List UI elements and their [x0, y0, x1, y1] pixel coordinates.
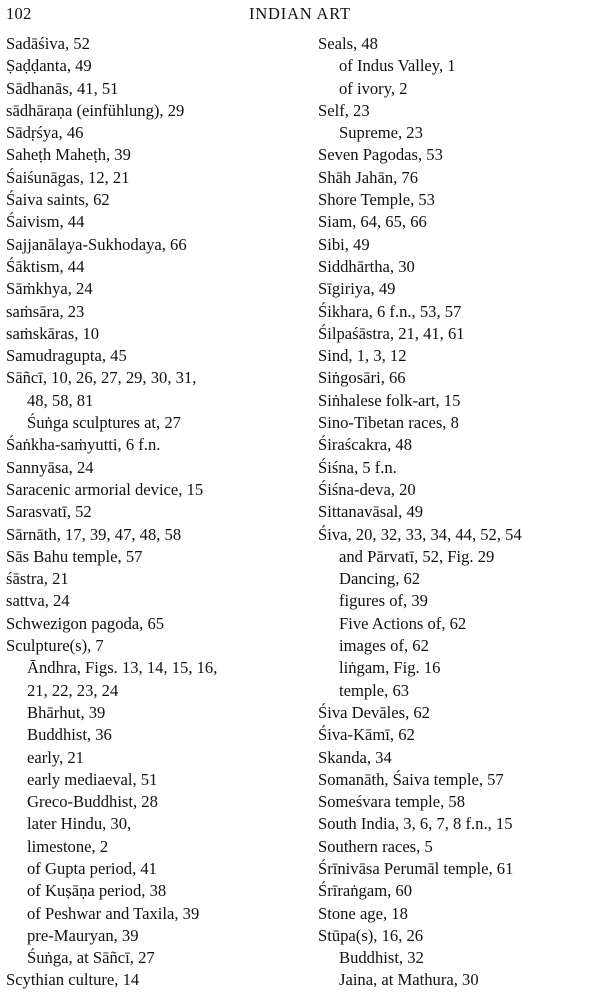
index-column-left — [6, 33, 306, 992]
index-subentry: Jaina, at Mathura, 30 — [339, 970, 479, 990]
index-subentry: 48, 58, 81 — [27, 390, 94, 410]
index-entry: Śiva, 20, 32, 33, 34, 44, 52, 54 — [318, 524, 522, 544]
index-subentry: Śuṅga, at Sāñcī, 27 — [27, 948, 155, 968]
index-entry: Śaiśunāgas, 12, 21 — [6, 167, 130, 187]
index-entry: Shāh Jahān, 76 — [318, 167, 419, 187]
index-subentry: images of, 62 — [339, 636, 429, 656]
index-subentry: early, 21 — [27, 747, 84, 767]
index-entry: Someśvara temple, 58 — [318, 792, 466, 812]
index-subentry: Buddhist, 32 — [339, 948, 424, 968]
index-subentry: Dancing, 62 — [339, 569, 421, 589]
index-entry: Sāṁkhya, 24 — [6, 279, 93, 299]
index-subentry: Āndhra, Figs. 13, 14, 15, 16, — [27, 658, 218, 678]
index-subentry: Śuṅga sculptures at, 27 — [27, 413, 181, 433]
index-column-right — [318, 33, 600, 992]
index-entry: Ṣaḍḍanta, 49 — [6, 56, 92, 76]
index-entry: Śaṅkha-saṁyutti, 6 f.n. — [6, 435, 161, 455]
index-entry: Sās Bahu temple, 57 — [6, 546, 143, 566]
index-entry: saṁsāra, 23 — [6, 301, 85, 321]
index-entry: Śaivism, 44 — [6, 212, 85, 232]
index-entry: Sibi, 49 — [318, 234, 370, 254]
index-subentry: early mediaeval, 51 — [27, 769, 158, 789]
index-subentry: of Peshwar and Taxila, 39 — [27, 903, 200, 923]
index-entry: Stūpa(s), 16, 26 — [318, 925, 424, 945]
index-subentry: later Hindu, 30, — [27, 814, 132, 834]
index-entry: Schwezigon pagoda, 65 — [6, 613, 165, 633]
index-entry: Samudragupta, 45 — [6, 346, 127, 366]
index-entry: Śiśna-deva, 20 — [318, 479, 416, 499]
index-entry: Śiraścakra, 48 — [318, 435, 412, 455]
running-header — [0, 2, 600, 26]
index-subentry: of Kuṣāṇa period, 38 — [27, 881, 167, 901]
index-entry: Seals, 48 — [318, 34, 378, 53]
index-entry: Sannyāsa, 24 — [6, 457, 94, 477]
index-entry: Sāñcī, 10, 26, 27, 29, 30, 31, — [6, 368, 197, 388]
index-entry: Śiva-Kāmī, 62 — [318, 725, 415, 745]
index-entry: Siṅhalese folk-art, 15 — [318, 390, 461, 410]
index-entry: Śiśna, 5 f.n. — [318, 457, 397, 477]
index-subentry: and Pārvatī, 52, Fig. 29 — [339, 546, 495, 566]
index-entry: Siṅgosāri, 66 — [318, 368, 406, 388]
index-entry: Somanāth, Śaiva temple, 57 — [318, 769, 504, 789]
index-entry: Seven Pagodas, 53 — [318, 145, 443, 165]
index-subentry: Buddhist, 36 — [27, 725, 112, 745]
index-subentry: pre-Mauryan, 39 — [27, 925, 139, 945]
index-subentry: Supreme, 23 — [339, 123, 423, 143]
index-entry: Śrīraṅgam, 60 — [318, 881, 413, 901]
index-entry: Sārnāth, 17, 39, 47, 48, 58 — [6, 524, 182, 544]
index-entry: Saracenic armorial device, 15 — [6, 479, 204, 499]
index-entry: Śāktism, 44 — [6, 256, 85, 276]
index-subentry: of Indus Valley, 1 — [339, 56, 456, 76]
index-entry: Sittanavāsal, 49 — [318, 502, 424, 522]
index-entry: Scythian culture, 14 — [6, 970, 140, 990]
index-entry: Siddhārtha, 30 — [318, 256, 415, 276]
index-entry: saṁskāras, 10 — [6, 323, 100, 343]
index-subentry: Greco-Buddhist, 28 — [27, 792, 158, 812]
index-entry: Sind, 1, 3, 12 — [318, 346, 407, 366]
index-subentry: limestone, 2 — [27, 836, 109, 856]
index-entry: Southern races, 5 — [318, 836, 433, 856]
index-entry: Self, 23 — [318, 100, 370, 120]
index-subentry: 21, 22, 23, 24 — [27, 680, 119, 700]
index-entry: Sajjanālaya-Sukhodaya, 66 — [6, 234, 187, 254]
index-entry: Stone age, 18 — [318, 903, 408, 923]
index-entry: Sculpture(s), 7 — [6, 636, 104, 656]
index-entry: Sādhanās, 41, 51 — [6, 78, 119, 98]
index-entry: śāstra, 21 — [6, 569, 69, 589]
index-subentry: temple, 63 — [339, 680, 410, 700]
running-title: INDIAN ART — [249, 4, 351, 23]
index-entry: Śilpaśāstra, 21, 41, 61 — [318, 323, 465, 343]
index-entry: Śaiva saints, 62 — [6, 190, 110, 210]
index-entry: Sino-Tibetan races, 8 — [318, 413, 459, 433]
index-entry: Sadāśiva, 52 — [6, 34, 90, 53]
index-entry: Śrīnivāsa Perumāl temple, 61 — [318, 858, 514, 878]
index-entry: Siam, 64, 65, 66 — [318, 212, 427, 232]
index-entry: sattva, 24 — [6, 591, 70, 611]
index-entry: South India, 3, 6, 7, 8 f.n., 15 — [318, 814, 513, 834]
index-subentry: liṅgam, Fig. 16 — [339, 658, 441, 678]
index-subentry: figures of, 39 — [339, 591, 428, 611]
index-entry: Sarasvatī, 52 — [6, 502, 92, 522]
index-entry: Śiva Devāles, 62 — [318, 702, 430, 722]
index-subentry: of Gupta period, 41 — [27, 858, 157, 878]
index-entry: Shore Temple, 53 — [318, 190, 435, 210]
page-number: 102 — [6, 4, 32, 23]
index-subentry: Five Actions of, 62 — [339, 613, 467, 633]
index-entry: Sīgiriya, 49 — [318, 279, 396, 299]
index-entry: Skanda, 34 — [318, 747, 392, 767]
index-subentry: Bhārhut, 39 — [27, 702, 106, 722]
index-entry: Sādṛśya, 46 — [6, 123, 84, 143]
index-entry: Saheṭh Maheṭh, 39 — [6, 145, 131, 165]
index-subentry: of ivory, 2 — [339, 78, 408, 98]
index-entry: sādhāraṇa (einfühlung), 29 — [6, 100, 185, 120]
index-entry: Śikhara, 6 f.n., 53, 57 — [318, 301, 462, 321]
